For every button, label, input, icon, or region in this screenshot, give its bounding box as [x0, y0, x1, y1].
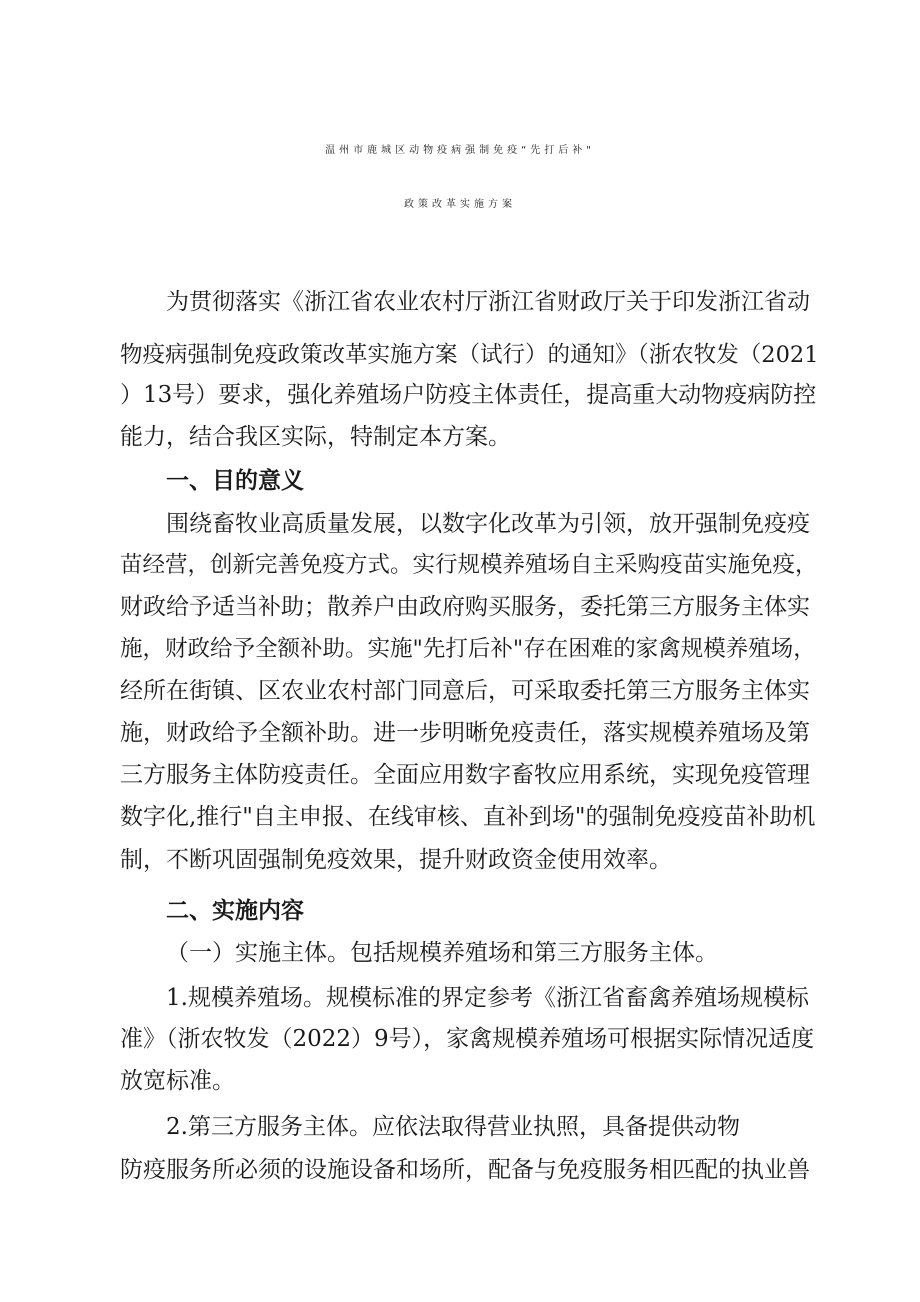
section-1-line-5: 经所在街镇、区农业农村部门同意后，可采取委托第三方服务主体实: [120, 678, 810, 704]
section-1-line-4: 施，财政给予全额补助。实施"先打后补"存在困难的家禽规模养殖场，: [120, 636, 816, 662]
intro-line-3: ）13号）要求，强化养殖场户防疫主体责任，提高重大动物疫病防控: [120, 382, 817, 408]
item-2-line-2: 防疫服务所必须的设施设备和场所，配备与免疫服务相匹配的执业兽: [120, 1157, 810, 1183]
document-title-line-1: 温州市鹿城区动物疫病强制免疫“先打后补": [325, 145, 595, 156]
section-2-heading: 二、实施内容: [166, 898, 304, 924]
section-1-line-8: 数字化,推行"自主申报、在线审核、直补到场"的强制免疫疫苗补助机: [120, 804, 816, 830]
item-1-line-3: 放宽标准。: [120, 1068, 235, 1094]
item-2-line-1: 2.第三方服务主体。应依法取得营业执照，具备提供动物: [166, 1114, 740, 1140]
item-1-line-1: 1.规模养殖场。规模标准的界定参考《浙江省畜禽养殖场规模标: [166, 985, 809, 1011]
intro-line-4: 能力，结合我区实际，特制定本方案。: [120, 424, 511, 450]
section-2-subheading-1: （一）实施主体。包括规模养殖场和第三方服务主体。: [166, 940, 718, 966]
item-1-line-2: 准》（浙农牧发（2022）9号），家禽规模养殖场可根据实际情况适度: [120, 1026, 815, 1052]
section-1-heading: 一、目的意义: [166, 468, 304, 494]
section-1-line-9: 制，不断巩固强制免疫效果，提升财政资金使用效率。: [120, 847, 672, 873]
section-1-line-7: 三方服务主体防疫责任。全面应用数字畜牧应用系统，实现免疫管理: [120, 762, 810, 788]
intro-line-2: 物疫病强制免疫政策改革实施方案（试行）的通知》（浙农牧发（2021: [120, 342, 819, 368]
section-1-line-2: 苗经营，创新完善免疫方式。实行规模养殖场自主采购疫苗实施免疫，: [120, 552, 818, 578]
section-1-line-3: 财政给予适当补助；散养户由政府购买服务，委托第三方服务主体实: [120, 594, 810, 620]
section-1-line-6: 施，财政给予全额补助。进一步明晰免疫责任，落实规模养殖场及第: [120, 720, 810, 746]
document-title-line-2: 政策改革实施方案: [404, 199, 516, 210]
intro-line-1: 为贯彻落实《浙江省农业农村厅浙江省财政厅关于印发浙江省动: [166, 289, 810, 315]
section-1-line-1: 围绕畜牧业高质量发展，以数字化改革为引领，放开强制免疫疫: [166, 511, 810, 537]
